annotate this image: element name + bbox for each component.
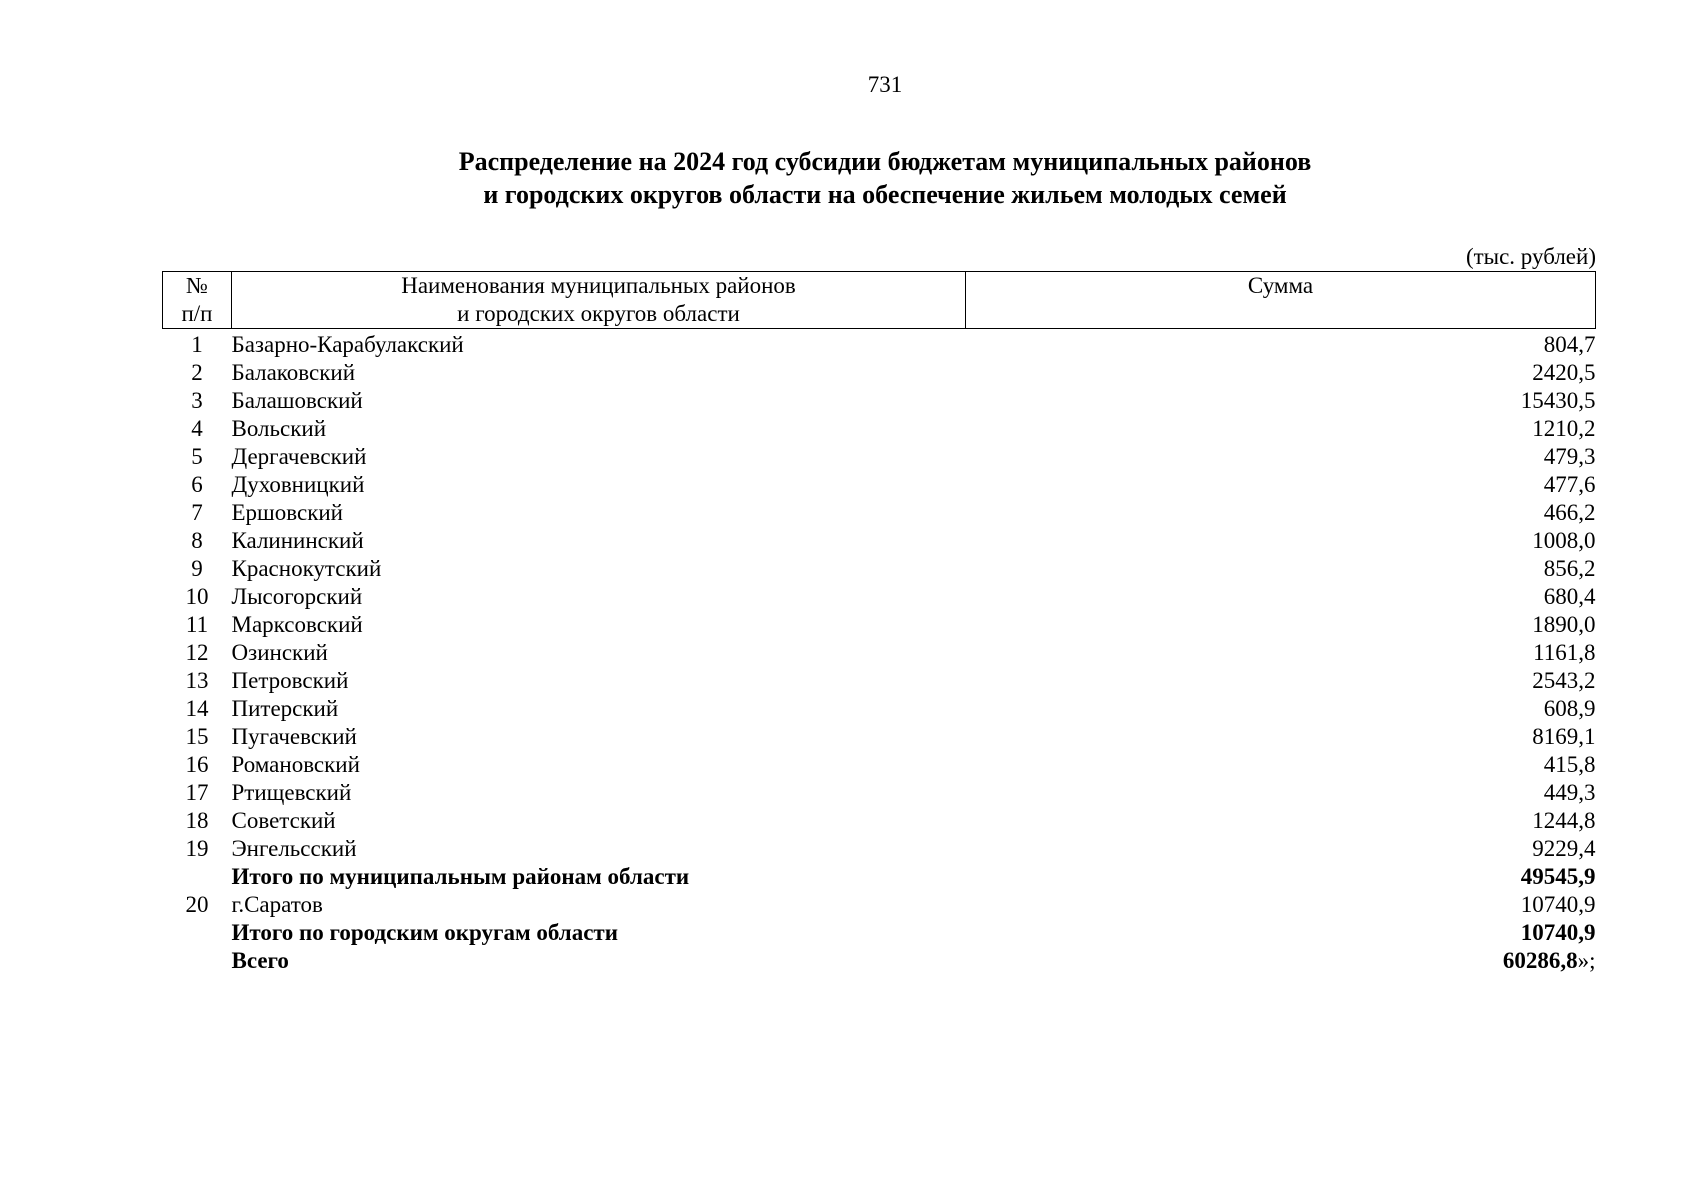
row-sum: 804,7	[1543, 332, 1596, 357]
row-sum: 8169,1	[1532, 724, 1596, 749]
table-row	[163, 555, 1596, 583]
row-name: Дергачевский	[231, 444, 367, 469]
total-row	[163, 947, 1596, 975]
header-name-line-2: и городских округов области	[457, 301, 740, 326]
row-name: Пугачевский	[231, 724, 357, 749]
row-name: Петровский	[231, 668, 349, 693]
table-row	[163, 695, 1596, 723]
header-name-line-1: Наименования муниципальных районов	[401, 273, 796, 298]
subtotal-cities-label: Итого по городским округам области	[231, 920, 618, 945]
row-sum: 449,3	[1543, 780, 1596, 805]
row-sum: 15430,5	[1520, 388, 1596, 413]
subtotal-districts-sum: 49545,9	[1520, 864, 1596, 889]
row-number: 17	[185, 780, 209, 805]
row-name: Лысогорский	[231, 584, 363, 609]
row-number: 12	[185, 640, 209, 665]
row-name: Энгельсский	[231, 836, 357, 861]
row-sum: 2420,5	[1532, 360, 1596, 385]
row-number: 7	[191, 500, 203, 525]
city-row-sum: 10740,9	[1520, 892, 1596, 917]
row-name: Озинский	[231, 640, 328, 665]
row-name: Советский	[231, 808, 336, 833]
row-number: 1	[191, 332, 203, 357]
row-number: 10	[185, 584, 209, 609]
document-title	[0, 145, 1697, 211]
table-row	[163, 387, 1596, 415]
row-sum: 1890,0	[1532, 612, 1596, 637]
total-label: Всего	[231, 948, 289, 973]
row-number: 2	[191, 360, 203, 385]
table-row	[163, 583, 1596, 611]
row-name: Балаковский	[231, 360, 356, 385]
row-name: Балашовский	[231, 388, 363, 413]
row-name: Ершовский	[231, 500, 343, 525]
row-name: Романовский	[231, 752, 360, 777]
header-sum: Сумма	[966, 272, 1596, 329]
row-sum: 1244,8	[1532, 808, 1596, 833]
row-sum: 1008,0	[1532, 528, 1596, 553]
table-body	[163, 329, 1596, 976]
row-sum: 9229,4	[1532, 836, 1596, 861]
table-row	[163, 835, 1596, 863]
row-sum: 1210,2	[1532, 416, 1596, 441]
row-sum: 415,8	[1543, 752, 1596, 777]
row-sum: 1161,8	[1533, 640, 1596, 665]
table-header-row	[163, 272, 1596, 329]
table-row	[163, 359, 1596, 387]
total-suffix: »;	[1577, 948, 1596, 973]
city-row	[163, 891, 1596, 919]
row-number: 14	[185, 696, 209, 721]
row-name: Ртищевский	[231, 780, 352, 805]
row-sum: 608,9	[1543, 696, 1596, 721]
table-row	[163, 471, 1596, 499]
header-number-line-1: №	[186, 273, 208, 298]
page-number: 731	[867, 72, 903, 97]
row-number: 9	[191, 556, 203, 581]
row-name: Вольский	[231, 416, 327, 441]
row-number: 13	[185, 668, 209, 693]
row-name: Питерский	[231, 696, 339, 721]
table-row	[163, 667, 1596, 695]
table-row	[163, 527, 1596, 555]
row-number: 5	[191, 444, 203, 469]
row-name: Базарно-Карабулакский	[231, 332, 464, 357]
row-sum: 477,6	[1543, 472, 1596, 497]
table-row	[163, 751, 1596, 779]
title-line-2: и городских округов области на обеспечение жильем молодых семей	[483, 180, 1287, 209]
units-label: (тыс. рублей)	[1465, 244, 1596, 269]
row-sum: 466,2	[1543, 500, 1596, 525]
table-row	[163, 499, 1596, 527]
table-row	[163, 639, 1596, 667]
row-sum: 479,3	[1543, 444, 1596, 469]
row-name: Марксовский	[231, 612, 363, 637]
subsidy-table	[162, 271, 1596, 975]
table-row	[163, 329, 1596, 360]
row-number: 4	[191, 416, 203, 441]
row-number: 18	[185, 808, 209, 833]
row-number: 6	[191, 472, 203, 497]
city-row-name: г.Саратов	[231, 892, 323, 917]
row-number: 15	[185, 724, 209, 749]
total-sum: 60286,8	[1502, 948, 1578, 973]
row-name: Духовницкий	[231, 472, 365, 497]
row-number: 3	[191, 388, 203, 413]
title-line-1: Распределение на 2024 год субсидии бюджетам муниципальных районов	[458, 147, 1312, 176]
subtotal-cities-sum: 10740,9	[1520, 920, 1596, 945]
header-number	[163, 272, 232, 329]
row-number: 8	[191, 528, 203, 553]
subtotal-cities-row	[163, 919, 1596, 947]
table-row	[163, 415, 1596, 443]
row-sum: 2543,2	[1532, 668, 1596, 693]
header-number-line-2: п/п	[181, 301, 213, 326]
table-row	[163, 443, 1596, 471]
row-number: 11	[185, 612, 209, 637]
table-row	[163, 779, 1596, 807]
table-row	[163, 723, 1596, 751]
row-sum: 680,4	[1543, 584, 1596, 609]
row-sum: 856,2	[1543, 556, 1596, 581]
city-row-number: 20	[185, 892, 209, 917]
row-number: 19	[185, 836, 209, 861]
header-name	[232, 272, 966, 329]
subtotal-districts-row	[163, 863, 1596, 891]
subtotal-districts-label: Итого по муниципальным районам области	[231, 864, 690, 889]
table-row	[163, 611, 1596, 639]
row-name: Калининский	[231, 528, 364, 553]
row-name: Краснокутский	[231, 556, 382, 581]
table-row	[163, 807, 1596, 835]
row-number: 16	[185, 752, 209, 777]
